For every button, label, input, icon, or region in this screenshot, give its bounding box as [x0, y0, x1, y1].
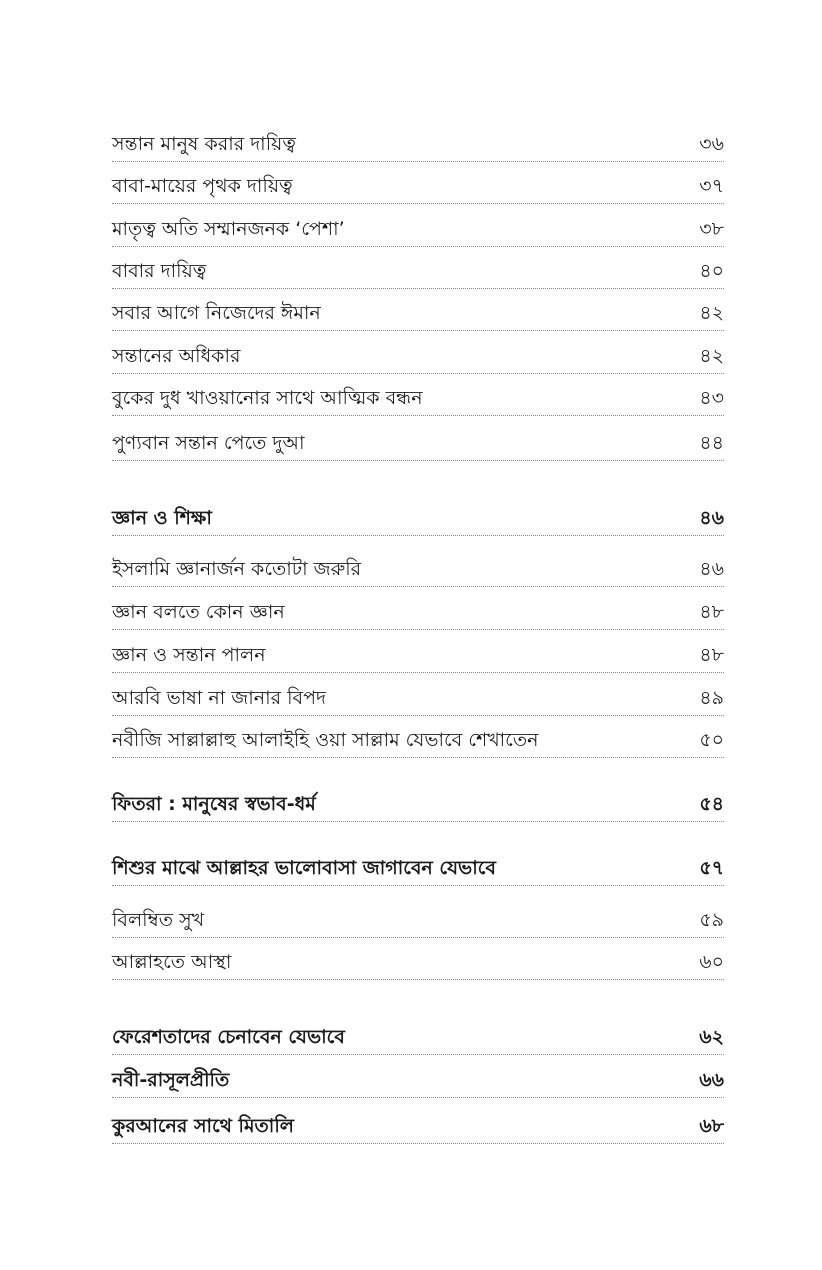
toc-entry[interactable] [112, 340, 724, 374]
toc-entry-title: নবীজি সাল্লাল্লাহু আলাইহি ওয়া সাল্লাম যেভাবে শেখাতেন [112, 729, 539, 751]
toc-entry-page: ৩৮ [699, 218, 724, 240]
toc-section-heading[interactable] [112, 1064, 724, 1098]
toc-entry-page: ৬৬ [699, 1069, 724, 1091]
toc-entry-page: ৫৪ [699, 793, 724, 815]
toc-entry[interactable] [112, 427, 724, 461]
toc-entry-title: ফেরেশতাদের চেনাবেন যেভাবে [112, 1026, 345, 1048]
toc-entry[interactable] [112, 596, 724, 630]
toc-entry[interactable] [112, 682, 724, 716]
toc-entry-page: ৩৬ [699, 133, 724, 155]
toc-entry-page: ৪০ [699, 260, 724, 282]
toc-entry-title: জ্ঞান বলতে কোন জ্ঞান [112, 601, 285, 623]
toc-entry-page: ৪৮ [699, 601, 724, 623]
toc-entry-title: সবার আগে নিজেদের ঈমান [112, 302, 321, 324]
toc-entry[interactable] [112, 639, 724, 673]
toc-entry-page: ৪২ [699, 302, 724, 324]
toc-entry-page: ৪৯ [699, 687, 724, 709]
toc-entry[interactable] [112, 213, 724, 247]
toc-entry[interactable] [112, 382, 724, 416]
toc-entry[interactable] [112, 128, 724, 162]
toc-entry[interactable] [112, 724, 724, 758]
toc-entry-title: বিলম্বিত সুখ [112, 909, 205, 931]
toc-entry-page: ৫০ [699, 729, 724, 751]
toc-entry-title: বাবা-মায়ের পৃথক দায়িত্ব [112, 175, 293, 197]
toc-entry-title: জ্ঞান ও শিক্ষা [112, 507, 212, 529]
toc-entry-title: সন্তানের অধিকার [112, 345, 241, 367]
toc-entry-title: কুরআনের সাথে মিতালি [112, 1115, 294, 1137]
toc-entry-title: শিশুর মাঝে আল্লাহর ভালোবাসা জাগাবেন যেভাবে [112, 857, 496, 879]
toc-entry-page: ৬২ [699, 1026, 724, 1048]
toc-section-heading[interactable] [112, 1021, 724, 1055]
toc-entry[interactable] [112, 170, 724, 204]
toc-entry-title: আরবি ভাষা না জানার বিপদ [112, 687, 326, 709]
toc-entry-title: ফিতরা : মানুষের স্বভাব-ধর্ম [112, 793, 316, 815]
toc-entry-title: ইসলামি জ্ঞানার্জন কতোটা জরুরি [112, 558, 362, 580]
toc-entry-page: ৫৯ [699, 909, 724, 931]
toc-section-heading[interactable] [112, 1110, 724, 1144]
toc-section-heading[interactable] [112, 852, 724, 886]
toc-section-heading[interactable] [112, 788, 724, 822]
toc-entry-title: জ্ঞান ও সন্তান পালন [112, 644, 266, 666]
toc-entry-page: ৪৮ [699, 644, 724, 666]
toc-entry-title: সন্তান মানুষ করার দায়িত্ব [112, 133, 296, 155]
toc-entry-title: বুকের দুধ খাওয়ানোর সাথে আত্মিক বন্ধন [112, 387, 423, 409]
toc-entry[interactable] [112, 904, 724, 938]
toc-entry[interactable] [112, 255, 724, 289]
toc-entry-title: আল্লাহতে আস্থা [112, 951, 232, 973]
toc-entry-page: ৫৭ [699, 857, 724, 879]
toc-entry-page: ৪৪ [699, 432, 724, 454]
toc-entry-page: ৬৮ [699, 1115, 724, 1137]
toc-entry-page: ৩৭ [699, 175, 724, 197]
toc-section-heading[interactable] [112, 502, 724, 536]
toc-entry[interactable] [112, 946, 724, 980]
toc-entry-page: ৪৬ [699, 558, 724, 580]
toc-entry-page: ৪২ [699, 345, 724, 367]
toc-entry-page: ৪৬ [699, 507, 724, 529]
toc-entry-page: ৪৩ [699, 387, 724, 409]
toc-entry-title: মাতৃত্ব অতি সম্মানজনক ‘পেশা’ [112, 218, 345, 240]
toc-entry-page: ৬০ [699, 951, 724, 973]
toc-entry-title: বাবার দায়িত্ব [112, 260, 207, 282]
toc-entry[interactable] [112, 297, 724, 331]
toc-entry-title: নবী-রাসূলপ্রীতি [112, 1069, 230, 1091]
toc-entry-title: পুণ্যবান সন্তান পেতে দুআ [112, 432, 305, 454]
toc-entry[interactable] [112, 553, 724, 587]
